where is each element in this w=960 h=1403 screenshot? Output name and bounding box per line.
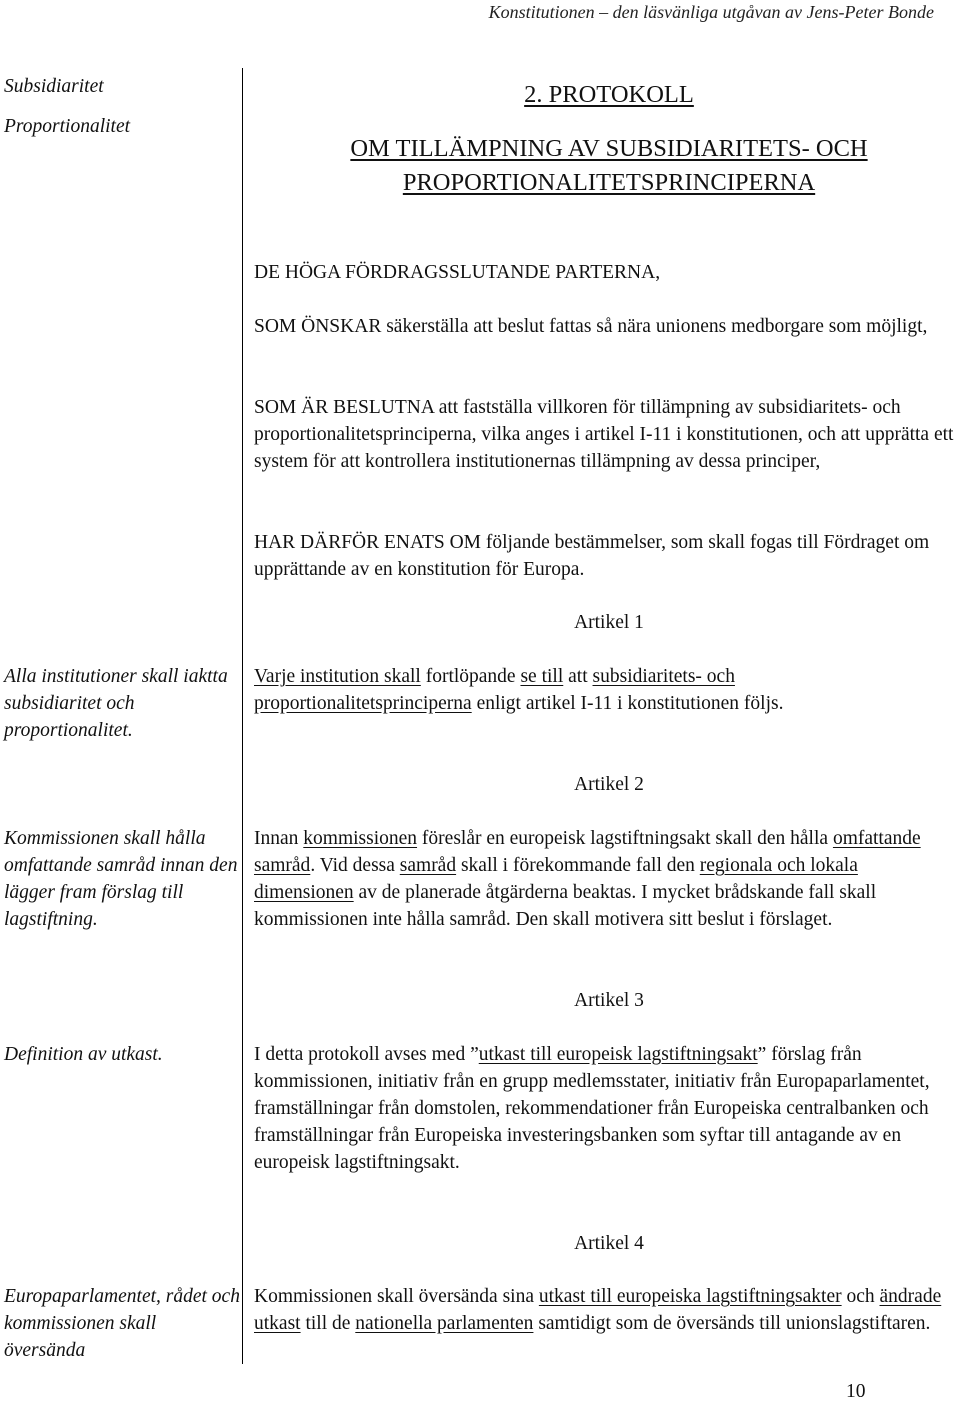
preamble-agreed: HAR DÄRFÖR ENATS OM följande bestämmelser, som skall fogas till Fördraget om upprättande av en konstitution för Europa. <box>254 532 930 580</box>
article-1-text <box>254 663 954 717</box>
article-2-margin-note: Kommissionen skall hålla omfattande samråd innan den lägger fram förslag till lagstiftning. <box>4 828 238 930</box>
article-4-margin-note: Europaparlamentet, rådet och kommissionen skall översända <box>4 1286 240 1361</box>
side-topic-subsidiarity: Subsidiaritet <box>4 76 104 97</box>
preamble-resolved: SOM ÄR BESLUTNA att fastställa villkoren för tillämpning av subsidiaritets- och proportionalitetsprinciperna, vilka anges i artikel I-11 i konstitutionen, och att upprätta ett system för att kontrollera institutionernas tillämpning av dessa principer, <box>254 397 954 472</box>
text-segment: I detta protokoll avses med ” <box>254 1044 479 1065</box>
text-segment: enligt artikel I-11 i konstitutionen följs. <box>471 693 784 714</box>
text-segment: till de <box>300 1313 356 1334</box>
underlined-phrase: kommissionen <box>303 828 418 849</box>
article-2-heading: Artikel 2 <box>574 774 644 795</box>
underlined-phrase: regionala och lokala dimensionen <box>254 855 858 903</box>
text-segment: föreslår en europeisk lagstiftningsakt skall den hålla <box>417 828 833 849</box>
underlined-phrase: subsidiaritets- och proportionalitetsprinciperna <box>254 666 735 714</box>
underlined-phrase: Varje institution skall <box>254 666 421 687</box>
underlined-phrase: utkast till europeiska lagstiftningsakter <box>538 1286 842 1307</box>
underlined-phrase: omfattande samråd <box>254 828 921 876</box>
text-segment: av de planerade åtgärderna beaktas. I mycket brådskande fall skall kommissionen inte hålla samråd. Den skall motivera sitt beslut i förslaget. <box>254 882 877 930</box>
article-1-heading: Artikel 1 <box>574 612 644 633</box>
article-4-heading: Artikel 4 <box>574 1233 644 1254</box>
text-segment: fortlöpande <box>420 666 521 687</box>
text-segment: . Vid dessa <box>310 855 400 876</box>
article-4-text <box>254 1283 954 1337</box>
protocol-title-number: 2. PROTOKOLL <box>524 81 694 108</box>
text-segment: Innan <box>254 828 304 849</box>
preamble-wishing: SOM ÖNSKAR säkerställa att beslut fattas så nära unionens medborgare som möjligt, <box>254 316 928 337</box>
margin-divider <box>242 68 243 1364</box>
underlined-phrase: samråd <box>399 855 457 876</box>
text-segment: och <box>841 1286 880 1307</box>
text-segment: att <box>563 666 593 687</box>
article-3-heading: Artikel 3 <box>574 990 644 1011</box>
side-topics <box>4 67 240 147</box>
text-segment: skall i förekommande fall den <box>456 855 700 876</box>
protocol-title: OM TILLÄMPNING AV SUBSIDIARITETS- OCH PROPORTIONALITETSPRINCIPERNA <box>350 135 868 196</box>
underlined-phrase: utkast till europeisk lagstiftningsakt <box>478 1044 758 1065</box>
article-3-text <box>254 1041 954 1176</box>
text-segment: ” förslag från kommissionen, initiativ från en grupp medlemsstater, initiativ från Europaparlamentet, framställningar från domstolen, rekommendationer från Europeiska centralbanken och framställningar från Europeiska investeringsbanken som syftar till antagande av en europeisk lagstiftningsakt. <box>254 1044 930 1173</box>
preamble-parties: DE HÖGA FÖRDRAGSSLUTANDE PARTERNA, <box>254 262 661 283</box>
text-segment: samtidigt som de översänds till unionslagstiftaren. <box>533 1313 931 1334</box>
underlined-phrase: nationella parlamenten <box>355 1313 534 1334</box>
side-topic-proportionality: Proportionalitet <box>4 116 131 137</box>
article-1-margin-note: Alla institutioner skall iaktta subsidiaritet och proportionalitet. <box>4 666 228 741</box>
article-2-text <box>254 825 954 933</box>
underlined-phrase: se till <box>520 666 564 687</box>
running-header: Konstitutionen – den läsvänliga utgåvan av Jens-Peter Bonde <box>488 2 934 22</box>
page-number: 10 <box>846 1381 866 1402</box>
text-segment: Kommissionen skall översända sina <box>254 1286 539 1307</box>
article-3-margin-note: Definition av utkast. <box>4 1044 163 1065</box>
underlined-phrase: ändrade utkast <box>254 1286 942 1334</box>
